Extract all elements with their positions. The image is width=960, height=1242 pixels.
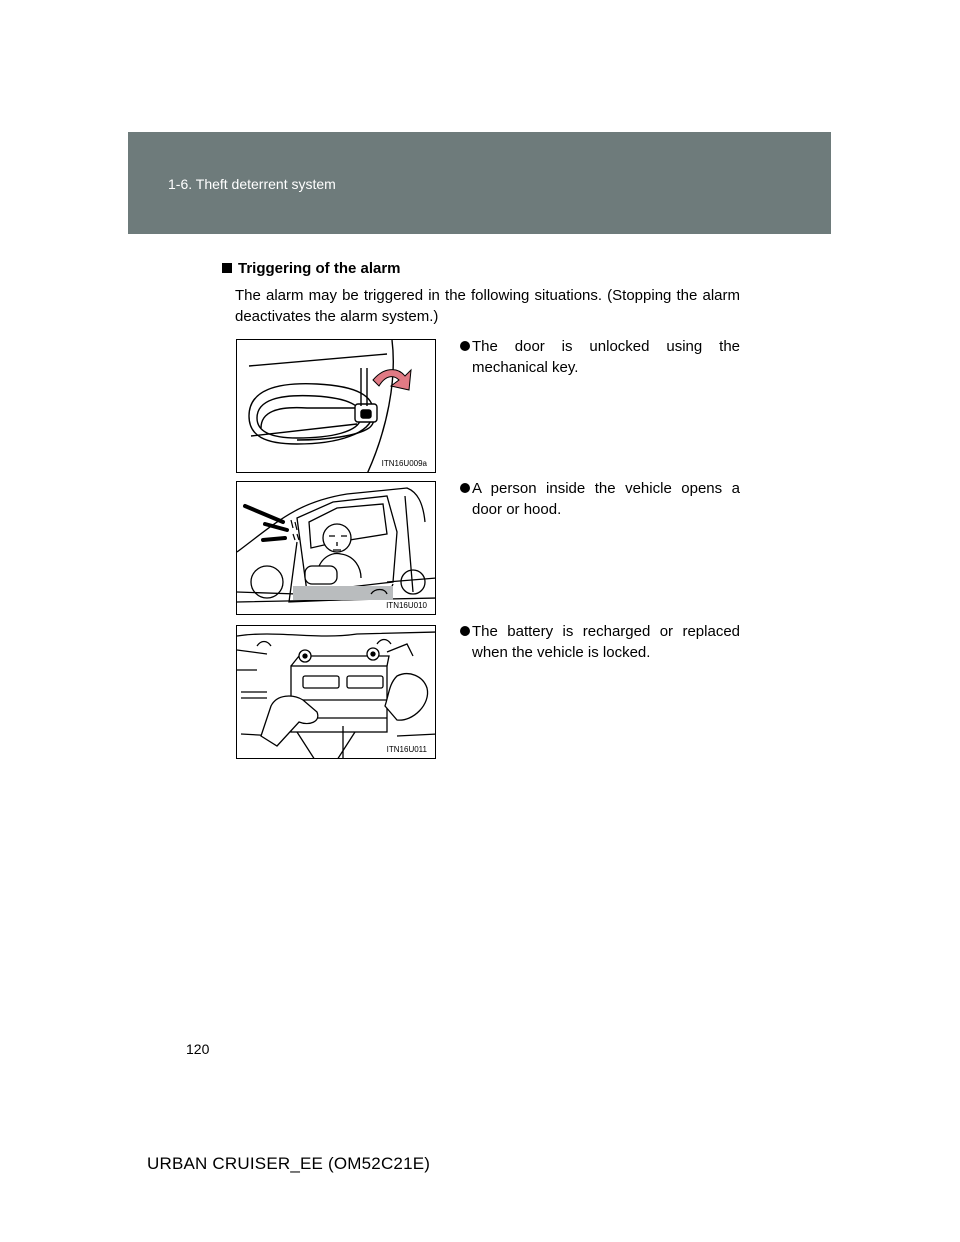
list-item (462, 478, 740, 520)
heading-text: Triggering of the alarm (238, 260, 401, 277)
bullet-dot-icon (460, 626, 470, 636)
square-bullet-icon (222, 263, 232, 273)
page-number: 120 (186, 1041, 210, 1057)
bullet-dot-icon (460, 341, 470, 351)
list-item-text: A person inside the vehicle opens a door or hood. (472, 480, 740, 518)
person-door-illustration (236, 481, 436, 615)
figure-code: ITN16U010 (386, 601, 427, 610)
car-person-icon (237, 482, 436, 615)
door-key-illustration (236, 339, 436, 473)
list-item (462, 621, 740, 663)
battery-illustration (236, 625, 436, 759)
door-handle-icon (237, 340, 436, 473)
section-title: 1-6. Theft deterrent system (168, 176, 336, 192)
list-item-text: The battery is recharged or replaced when the vehicle is locked. (472, 623, 740, 661)
section-heading (222, 260, 401, 277)
footer-model: URBAN CRUISER_EE (OM52C21E) (147, 1154, 431, 1173)
battery-icon (237, 626, 436, 759)
figure-code: ITN16U009a (381, 459, 427, 468)
bullet-dot-icon (460, 483, 470, 493)
list-item-text: The door is unlocked using the mechanical key. (472, 338, 740, 376)
figure-code: ITN16U011 (386, 745, 427, 754)
intro-paragraph: The alarm may be triggered in the following situations. (Stopping the alarm deactivates the alarm system.) (235, 287, 740, 325)
header-band (128, 132, 831, 234)
list-item (462, 336, 740, 378)
